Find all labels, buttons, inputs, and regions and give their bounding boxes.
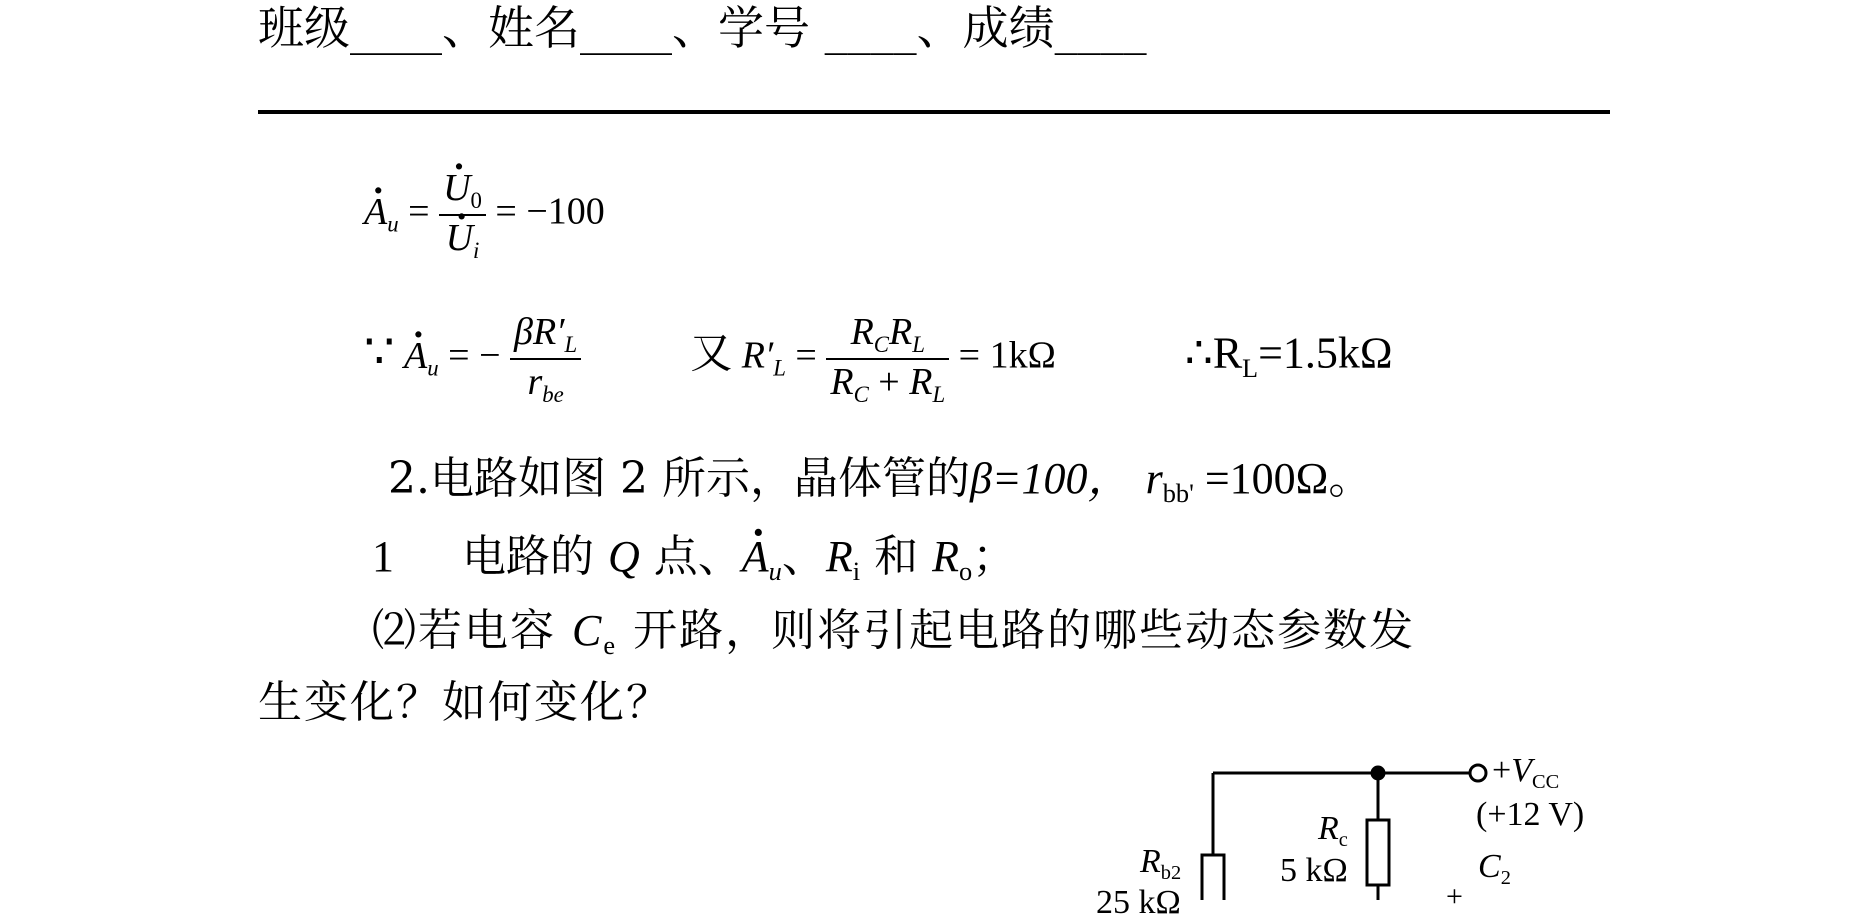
c2-label [1478,848,1511,890]
rc-subscript: c [1338,829,1348,852]
name-blank: ____ [580,1,672,55]
rl-n-sub: L [912,331,925,357]
also-symbol: 又 [690,328,733,378]
rbb-symbol: r [1145,454,1163,503]
uo-symbol: · U [443,166,470,210]
ui-subscript: i [473,237,480,263]
q-point: Q [608,532,640,581]
rb2-symbol: R [1140,843,1161,880]
q1-text-d: 和 [860,531,933,582]
rc-value: 5 kΩ [1280,852,1348,889]
q2-text-c: 生变化？如何变化？ [258,677,672,728]
ri-subscript: i [852,556,861,587]
vcc-symbol: V [1511,752,1532,789]
vcc-label [1492,752,1559,794]
q1-text-c: 、 [781,531,826,582]
rl-prime: R′ [741,334,774,377]
q1-text-b: 点、 [639,531,742,582]
au-symbol-3: · A [742,530,769,584]
ui-symbol: · U [446,216,473,260]
question-1-number: 1 [372,532,394,581]
rb2-label [1140,843,1181,885]
rc-label [1318,810,1348,852]
q1-text-a: 电路的 [462,531,608,582]
id-blank: ____ [824,1,917,55]
equals-sign: = [408,190,430,233]
rbe: r [527,360,543,403]
problem-intro: 2.电路如图 2 所示，晶体管的 [388,453,970,504]
q2-text-a: ⑵若电容 [372,605,572,656]
rc-n: R [850,311,874,353]
plus-sign: + [868,360,910,403]
rbb-value: =100Ω。 [1193,454,1373,503]
au-symbol-2: · A [404,334,427,378]
rl-d-sub: L [932,381,946,407]
au-symbol: · A [364,190,387,234]
rbe-sub: be [542,381,564,407]
vcc-plus: + [1492,752,1512,789]
c2-polarity: + [1446,880,1463,913]
rc-resistor [1367,820,1389,885]
beta-rl: βR′ [514,311,565,353]
rl-n: R [889,311,913,353]
minus-sign: = − [448,334,501,377]
therefore-symbol: ∴ [1184,328,1213,378]
au-subscript: u [387,211,399,237]
vcc-terminal [1470,765,1486,781]
beta-rl-sub: L [564,331,578,357]
rc-symbol: R [1318,810,1339,847]
rb2-value: 25 kΩ [1096,884,1181,921]
rc-d-sub: C [853,381,869,407]
ri-symbol: R [825,532,853,581]
rl-d: R [909,360,933,403]
result-value: =1.5kΩ [1258,328,1393,378]
uo-subscript: 0 [470,187,482,213]
au-subscript-2: u [427,355,439,381]
rl-prime-sub: L [773,355,786,381]
score-label: 、成绩 [916,1,1055,55]
class-label: 班级 [258,1,350,55]
result-r-sub: L [1242,353,1259,383]
ro-subscript: o [958,556,973,587]
result-r: R [1212,328,1243,378]
score-blank: ____ [1054,1,1147,55]
vcc-voltage: (+12 V) [1476,796,1585,833]
id-label: 、学号 [672,1,825,55]
q1-text-e: ； [972,531,1017,582]
vcc-subscript: CC [1531,771,1560,794]
class-blank: ____ [350,1,442,55]
name-label: 、姓名 [442,1,580,55]
q2-text-b: 开路，则将引起电路的哪些动态参数发 [617,605,1416,656]
c2-subscript: 2 [1500,867,1511,890]
rc-n-sub: C [873,331,890,357]
beta-value: β=100， [969,454,1132,503]
ro-symbol: R [932,532,959,581]
gain-value: = −100 [495,190,605,233]
because-symbol: ∵ [364,325,395,379]
au-subscript-3: u [768,556,782,587]
ce-symbol: C [572,606,604,655]
rbb-subscript: bb' [1162,478,1194,509]
rb2-resistor [1202,855,1224,900]
rb2-subscript: b2 [1160,862,1182,885]
c2-symbol: C [1478,848,1501,885]
rc-d: R [830,360,854,403]
rl-prime-value: = 1kΩ [958,334,1056,377]
formula-load-resistance: ∵ · $A_u$ = − $\frac{\beta R'_L}{r_{be}}$ 又 $R'_L$ = $\frac{R_CR_L}{R_C + R_L}$ = 1kΩ $\therefore R_L=1.5k\Omega$ [364,310,1393,408]
ce-subscript: e [603,630,618,661]
